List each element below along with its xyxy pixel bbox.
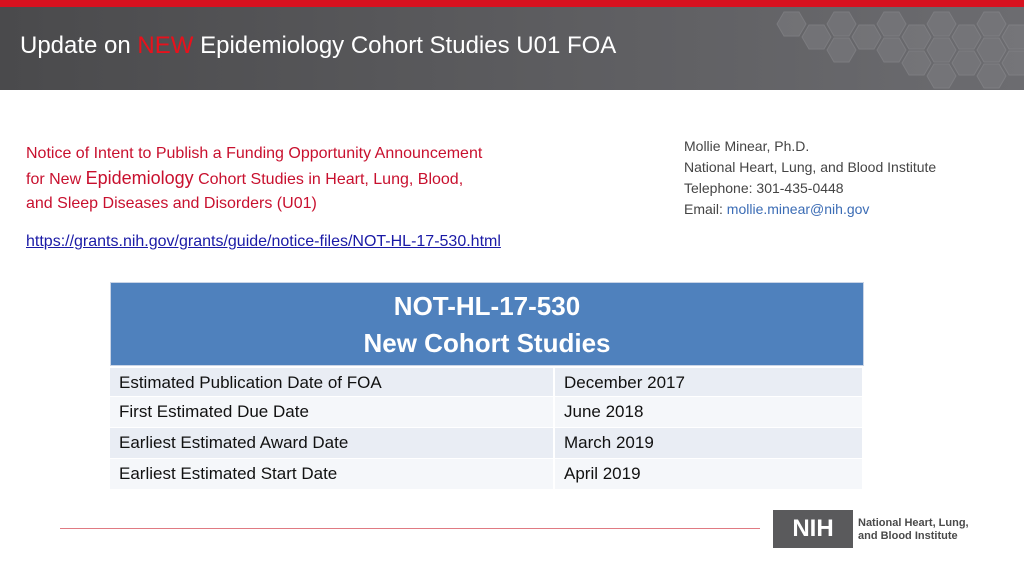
row-label: Estimated Publication Date of FOA bbox=[110, 366, 555, 397]
table-heading-subtitle: New Cohort Studies bbox=[363, 328, 611, 358]
institute-line-2: and Blood Institute bbox=[858, 530, 958, 542]
email-label: Email: bbox=[684, 201, 727, 217]
contact-block bbox=[684, 136, 936, 220]
slide-header bbox=[0, 7, 1024, 90]
row-label: Earliest Estimated Start Date bbox=[110, 459, 555, 490]
email-link[interactable]: mollie.minear@nih.gov bbox=[726, 201, 870, 217]
table-row bbox=[110, 428, 864, 459]
row-label: First Estimated Due Date bbox=[110, 397, 555, 428]
table-heading bbox=[110, 282, 864, 366]
top-accent-bar bbox=[0, 0, 1024, 7]
title-prefix: Update on bbox=[20, 32, 138, 59]
footer-divider bbox=[60, 528, 760, 529]
notice-line-2-prefix: for New bbox=[26, 171, 86, 188]
notice-line-2 bbox=[26, 166, 626, 192]
row-value: December 2017 bbox=[555, 366, 864, 397]
title-new-highlight: NEW bbox=[137, 32, 194, 59]
nhlbi-institute-name bbox=[858, 517, 969, 543]
slide-title bbox=[20, 32, 616, 60]
row-value: June 2018 bbox=[555, 397, 864, 428]
contact-name: Mollie Minear, Ph.D. bbox=[684, 138, 810, 154]
row-label: Earliest Estimated Award Date bbox=[110, 428, 555, 459]
hexagon-pattern-decoration bbox=[764, 7, 1024, 90]
notice-line-1: Notice of Intent to Publish a Funding Opportunity Announcement bbox=[26, 145, 483, 162]
nih-logo bbox=[773, 510, 853, 548]
notice-text bbox=[26, 142, 626, 216]
row-value: April 2019 bbox=[555, 459, 864, 490]
notice-line-3: and Sleep Diseases and Disorders (U01) bbox=[26, 195, 317, 212]
contact-org: National Heart, Lung, and Blood Institute bbox=[684, 159, 937, 175]
notice-epidemiology-word: Epidemiology bbox=[85, 168, 194, 188]
table-row bbox=[110, 459, 864, 490]
notice-line-2-suffix: Cohort Studies in Heart, Lung, Blood, bbox=[193, 171, 464, 188]
nih-logo-text: NIH bbox=[792, 515, 834, 542]
notice-url-link[interactable]: https://grants.nih.gov/grants/guide/notice-files/NOT-HL-17-530.html bbox=[26, 233, 501, 250]
institute-line-1: National Heart, Lung, bbox=[858, 517, 969, 529]
table-heading-notice-id: NOT-HL-17-530 bbox=[393, 291, 581, 321]
phone-number: 301-435-0448 bbox=[756, 180, 844, 196]
contact-email bbox=[684, 199, 936, 220]
title-suffix: Epidemiology Cohort Studies U01 FOA bbox=[193, 32, 617, 59]
phone-label: Telephone: bbox=[684, 180, 757, 196]
contact-phone bbox=[684, 178, 936, 199]
dates-table bbox=[110, 282, 864, 490]
row-value: March 2019 bbox=[555, 428, 864, 459]
table-row bbox=[110, 397, 864, 428]
table-row bbox=[110, 366, 864, 397]
